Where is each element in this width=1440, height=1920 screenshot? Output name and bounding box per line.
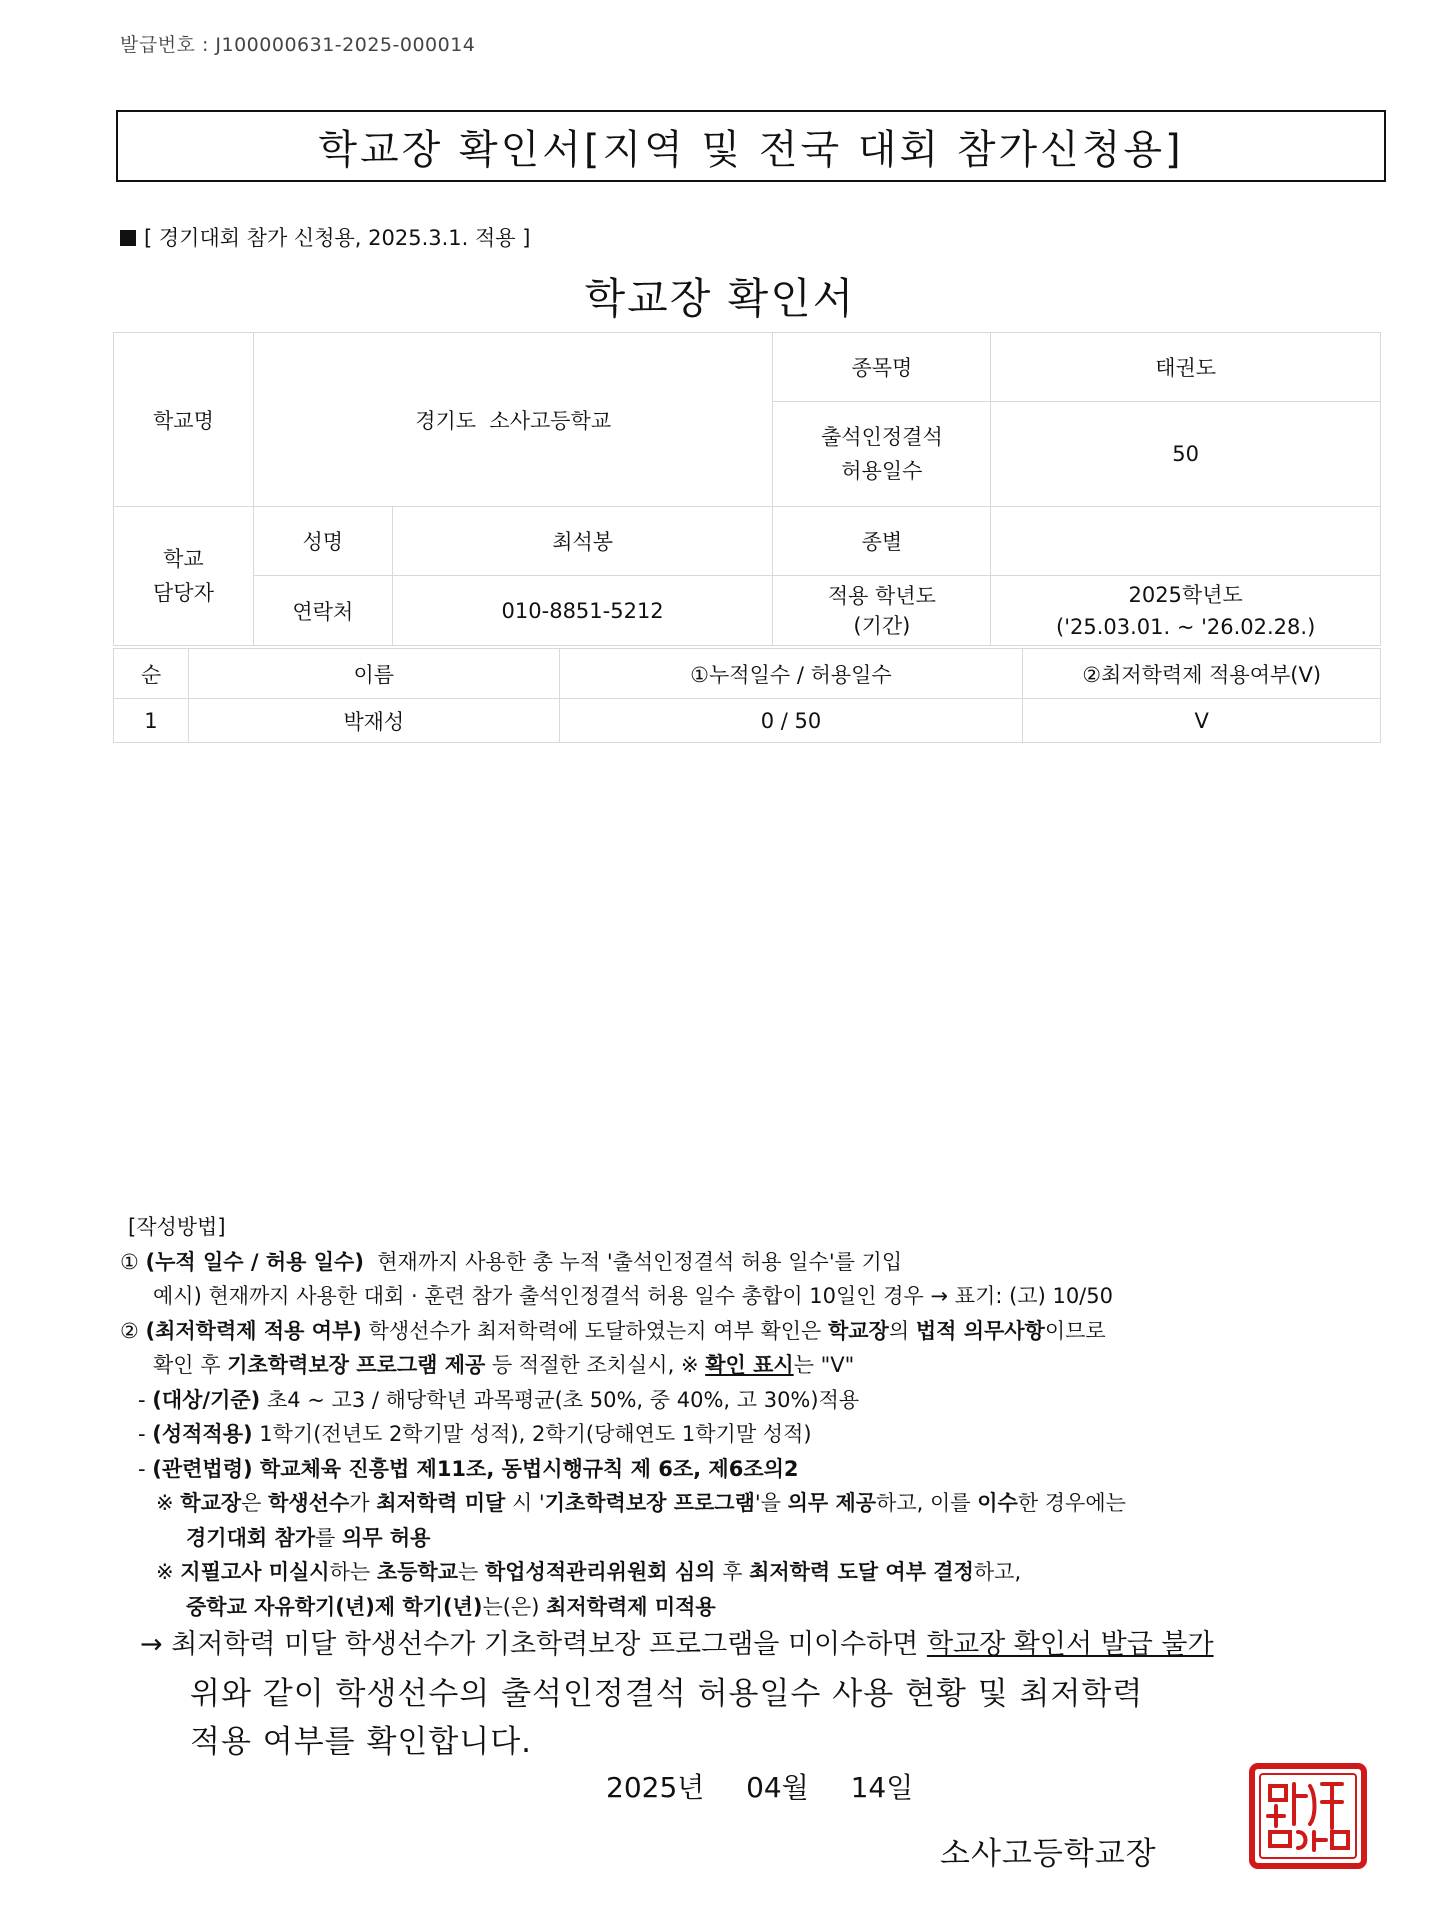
method-line: ※ 학교장은 학생선수가 최저학력 미달 시 '기초학력보장 프로그램'을 의무 제공하고, 이를 이수한 경우에는 xyxy=(156,1491,1126,1515)
header-min-academic: ②최저학력제 적용여부(V) xyxy=(1023,649,1381,699)
method-line: 예시) 현재까지 사용한 대회 · 훈련 참가 출석인정결석 허용 일수 총합이 10일인 경우 → 표기: (고) 10/50 xyxy=(153,1284,1113,1308)
principal-name: 소사고등학교장 xyxy=(940,1836,1157,1872)
confirmation-statement: 위와 같이 학생선수의 출석인정결석 허용일수 사용 현황 및 최저학력 적용 여부를 확인합니다. xyxy=(190,1676,1144,1760)
table-row xyxy=(114,699,1381,743)
method-line: 경기대회 참가를 의무 허용 xyxy=(186,1525,431,1550)
official-seal-icon xyxy=(1248,1762,1368,1870)
subtitle-text: [ 경기대회 참가 신청용, 2025.3.1. 적용 ] xyxy=(144,226,531,250)
writing-method xyxy=(120,1210,1126,1624)
method-line: ② (최저학력제 적용 여부) 학생선수가 최저학력에 도달하였는지 여부 확인은 학교장의 법적 의무사항이므로 xyxy=(120,1318,1106,1343)
header-name: 이름 xyxy=(188,649,559,699)
header-no: 순 xyxy=(114,649,189,699)
contact-label: 연락처 xyxy=(253,576,392,646)
name-label: 성명 xyxy=(253,507,392,576)
method-line: - (대상/기준) 초4 ~ 고3 / 해당학년 과목평균(초 50%, 중 40%, 고 30%)적용 xyxy=(138,1387,860,1412)
square-bullet-icon xyxy=(120,230,136,246)
type-value xyxy=(991,507,1381,576)
method-line: - (관련법령) 학교체육 진흥법 제11조, 동법시행규칙 제 6조, 제6조의2 xyxy=(138,1456,799,1481)
method-line: - (성적적용) 1학기(전년도 2학기말 성적), 2학기(당해연도 1학기말 성적) xyxy=(138,1422,812,1446)
table-header-row xyxy=(114,649,1381,699)
issue-date: 2025년 04월 14일 xyxy=(606,1771,914,1804)
manager-label: 학교 담당자 xyxy=(114,507,254,646)
method-line: ※ 지필고사 미실시하는 초등학교는 학업성적관리위원회 심의 후 최저학력 도달 여부 결정하고, xyxy=(156,1560,1022,1584)
main-title: 학교장 확인서[지역 및 전국 대회 참가신청용] xyxy=(116,110,1386,182)
warning-line: → 최저학력 미달 학생선수가 기초학력보장 프로그램을 미이수하면 학교장 확인서 발급 불가 xyxy=(140,1629,1214,1660)
header-days: ①누적일수 / 허용일수 xyxy=(559,649,1023,699)
absence-value: 50 xyxy=(991,402,1381,507)
row-name: 박재성 xyxy=(188,699,559,743)
school-label: 학교명 xyxy=(114,333,254,507)
student-table xyxy=(113,648,1381,743)
issue-number: 발급번호 : J100000631-2025-000014 xyxy=(120,34,476,56)
method-line: 중학교 자유학기(년)제 학기(년)는(은) 최저학력제 미적용 xyxy=(186,1594,716,1619)
absence-label: 출석인정결석 허용일수 xyxy=(773,402,991,507)
method-line: ① (누적 일수 / 허용 일수) 현재까지 사용한 총 누적 '출석인정결석 허용 일수'를 기입 xyxy=(120,1249,903,1274)
sport-label: 종목명 xyxy=(773,333,991,402)
method-line: 확인 후 기초학력보장 프로그램 제공 등 적절한 조치실시, ※ 확인 표시는 "V" xyxy=(153,1353,855,1377)
school-value: 경기도 소사고등학교 xyxy=(253,333,773,507)
subtitle xyxy=(120,222,530,252)
year-label: 적용 학년도 (기간) xyxy=(773,576,991,646)
contact-value: 010-8851-5212 xyxy=(392,576,773,646)
sport-value: 태권도 xyxy=(991,333,1381,402)
info-table xyxy=(113,332,1381,646)
row-no: 1 xyxy=(114,699,189,743)
row-min-academic: V xyxy=(1023,699,1381,743)
document-title: 학교장 확인서 xyxy=(584,274,856,323)
year-value: 2025학년도 ('25.03.01. ~ '26.02.28.) xyxy=(991,576,1381,646)
type-label: 종별 xyxy=(773,507,991,576)
name-value: 최석봉 xyxy=(392,507,773,576)
row-days: 0 / 50 xyxy=(559,699,1023,743)
method-heading: [작성방법] xyxy=(128,1215,226,1239)
